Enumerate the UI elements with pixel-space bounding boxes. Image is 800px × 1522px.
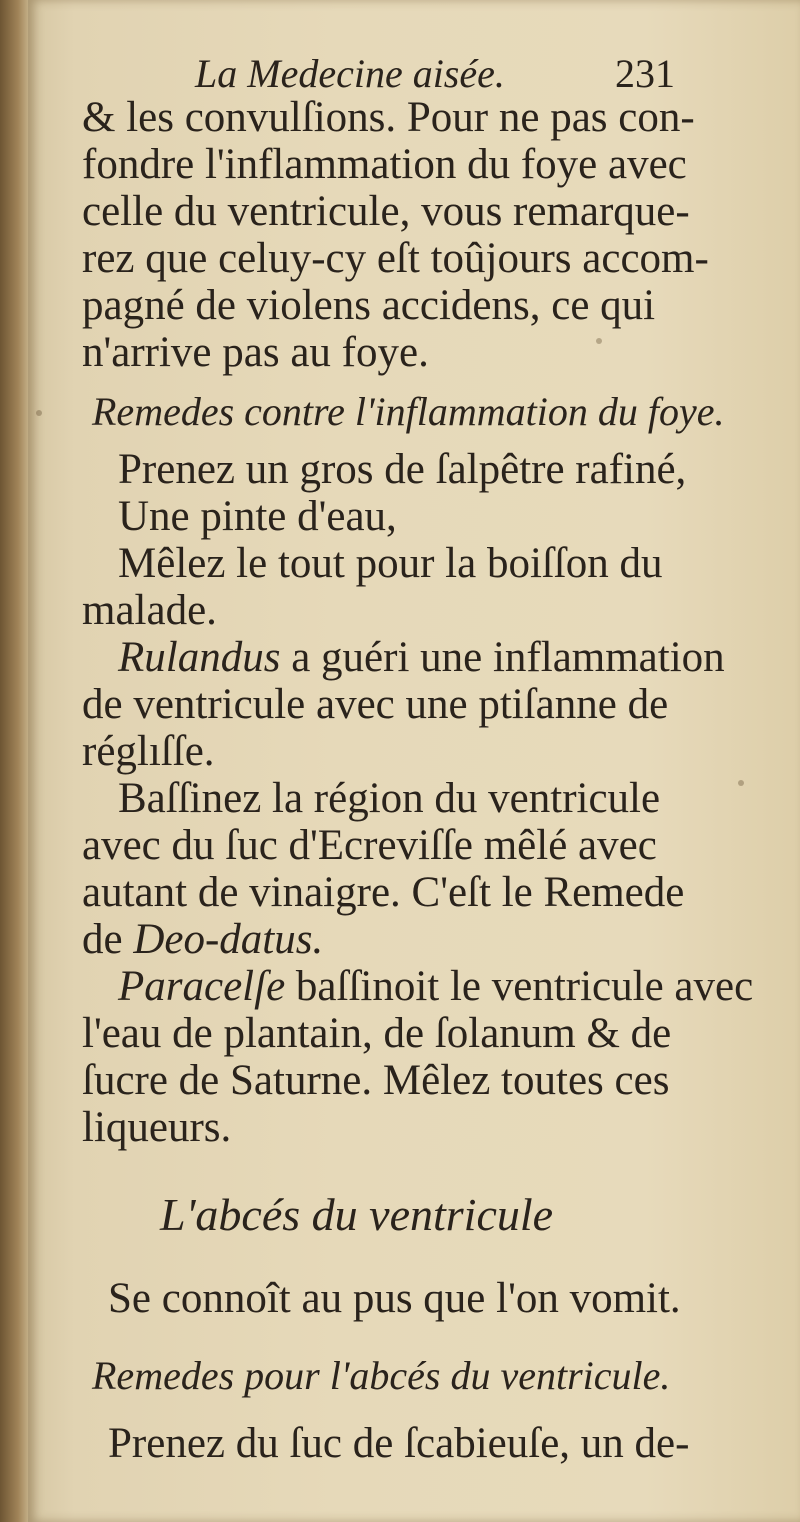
recipe-line: Mêlez le tout pour la boiſſon du: [118, 540, 663, 587]
text-line: & les convulſions. Pour ne pas con-: [82, 94, 695, 141]
chapter-title: L'abcés du ventricule: [160, 1189, 554, 1240]
rulandus-line: [118, 636, 725, 679]
section-heading: Remedes pour l'abcés du ventricule.: [92, 1353, 671, 1398]
page-number: 231: [615, 51, 675, 96]
paracelse-line: [118, 965, 753, 1008]
text-segment: a guéri une inflammation: [280, 634, 725, 681]
text-line: avec du ſuc d'Ecreviſſe mêlé avec: [82, 822, 657, 869]
text-line: celle du ventricule, vous remarque-: [82, 188, 690, 235]
paper-speck: [36, 410, 42, 416]
text-line: ſucre de Saturne. Mêlez toutes ces: [82, 1057, 670, 1104]
text-line: Se connoît au pus que l'on vomit.: [108, 1275, 681, 1322]
text-line: Baſſinez la région du ventricule: [118, 775, 661, 822]
recipe-line: malade.: [82, 587, 217, 634]
text-line: n'arrive pas au foye.: [82, 329, 429, 376]
author-name: Paracelſe: [118, 963, 286, 1010]
text-line: pagné de violens accidens, ce qui: [82, 282, 656, 329]
text-line: liqueurs.: [82, 1104, 232, 1151]
deodatus-line: [82, 918, 323, 961]
text-line: l'eau de plantain, de ſolanum & de: [82, 1010, 672, 1057]
paper-speck: [738, 780, 744, 786]
book-gutter: [0, 0, 30, 1522]
text-line: fondre l'inflammation du foye avec: [82, 141, 687, 188]
author-name: Deo-datus.: [133, 916, 324, 963]
recipe-line: Une pinte d'eau,: [118, 493, 397, 540]
text-line: rez que celuy-cy eſt toûjours accom-: [82, 235, 709, 282]
running-title: La Medecine aisée.: [195, 51, 505, 96]
text-line: réglıſſe.: [82, 728, 215, 775]
text-line: de ventricule avec une ptiſanne de: [82, 681, 669, 728]
paper-speck: [596, 338, 602, 344]
section-heading: Remedes contre l'inflammation du foye.: [92, 389, 725, 434]
author-name: Rulandus: [118, 634, 281, 681]
text-segment: baſſinoit le ventricule avec: [285, 963, 754, 1010]
recipe-line: Prenez un gros de ſalpêtre rafiné,: [118, 446, 687, 493]
text-line: autant de vinaigre. C'eſt le Remede: [82, 869, 685, 916]
text-line: Prenez du ſuc de ſcabieuſe, un de-: [108, 1420, 690, 1467]
text-segment: de: [82, 916, 134, 963]
